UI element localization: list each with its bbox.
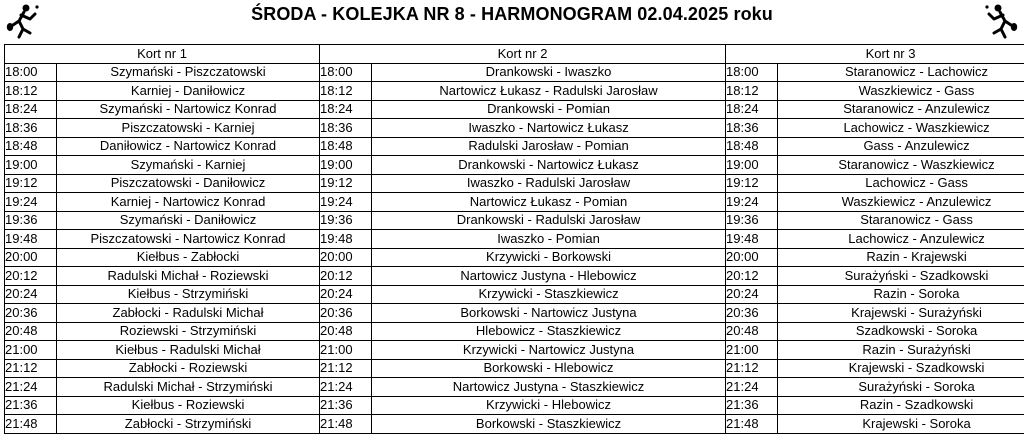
court-2-time: 18:36 — [320, 119, 372, 138]
court-3-time: 19:24 — [726, 193, 778, 212]
court-2-match: Nartowicz Łukasz - Pomian — [372, 193, 726, 212]
court-3-match: Lachowicz - Anzulewicz — [778, 230, 1024, 249]
table-row — [5, 100, 1024, 119]
court-1-time: 20:12 — [5, 267, 57, 286]
court-1-time: 21:12 — [5, 359, 57, 378]
court-3-time: 20:00 — [726, 248, 778, 267]
table-row — [5, 267, 1024, 286]
court-1-time: 19:36 — [5, 211, 57, 230]
court-3-header: Kort nr 3 — [726, 45, 1024, 64]
court-1-time: 19:48 — [5, 230, 57, 249]
table-row — [5, 119, 1024, 138]
court-2-time: 21:24 — [320, 378, 372, 397]
court-1-time: 21:00 — [5, 341, 57, 360]
court-1-time: 18:36 — [5, 119, 57, 138]
court-1-match: Szymański - Piszczatowski — [57, 63, 320, 82]
court-2-match: Krzywicki - Hlebowicz — [372, 396, 726, 415]
court-1-time: 20:24 — [5, 285, 57, 304]
table-row — [5, 341, 1024, 360]
court-3-time: 21:12 — [726, 359, 778, 378]
court-2-match: Drankowski - Pomian — [372, 100, 726, 119]
court-3-time: 18:36 — [726, 119, 778, 138]
court-1-match: Kiełbus - Radulski Michał — [57, 341, 320, 360]
court-1-match: Kiełbus - Strzymiński — [57, 285, 320, 304]
court-1-time: 19:00 — [5, 156, 57, 175]
court-3-match: Szadkowski - Soroka — [778, 322, 1024, 341]
court-1-time: 20:00 — [5, 248, 57, 267]
court-1-time: 21:48 — [5, 415, 57, 434]
court-2-match: Drankowski - Radulski Jarosław — [372, 211, 726, 230]
court-1-time: 21:36 — [5, 396, 57, 415]
court-2-time: 21:12 — [320, 359, 372, 378]
table-row — [5, 396, 1024, 415]
court-2-time: 18:48 — [320, 137, 372, 156]
court-1-match: Kiełbus - Zabłocki — [57, 248, 320, 267]
table-row — [5, 174, 1024, 193]
table-row — [5, 322, 1024, 341]
table-row — [5, 285, 1024, 304]
table-row — [5, 248, 1024, 267]
court-1-match: Szymański - Karniej — [57, 156, 320, 175]
court-2-match: Radulski Jarosław - Pomian — [372, 137, 726, 156]
schedule-table — [4, 44, 1024, 434]
court-2-match: Borkowski - Hlebowicz — [372, 359, 726, 378]
table-row — [5, 193, 1024, 212]
court-1-match: Zabłocki - Roziewski — [57, 359, 320, 378]
court-3-match: Staranowicz - Gass — [778, 211, 1024, 230]
table-row — [5, 415, 1024, 434]
court-2-header: Kort nr 2 — [320, 45, 726, 64]
court-2-time: 19:36 — [320, 211, 372, 230]
court-3-time: 19:00 — [726, 156, 778, 175]
court-2-time: 21:00 — [320, 341, 372, 360]
court-3-match: Lachowicz - Gass — [778, 174, 1024, 193]
court-2-match: Krzywicki - Staszkiewicz — [372, 285, 726, 304]
court-1-match: Piszczatowski - Karniej — [57, 119, 320, 138]
court-3-time: 18:00 — [726, 63, 778, 82]
table-row — [5, 137, 1024, 156]
court-1-header: Kort nr 1 — [5, 45, 320, 64]
court-2-time: 18:24 — [320, 100, 372, 119]
court-1-time: 19:24 — [5, 193, 57, 212]
court-2-time: 20:00 — [320, 248, 372, 267]
court-3-match: Krajewski - Szadkowski — [778, 359, 1024, 378]
court-1-match: Karniej - Daniłowicz — [57, 82, 320, 101]
court-3-match: Lachowicz - Waszkiewicz — [778, 119, 1024, 138]
court-2-time: 20:48 — [320, 322, 372, 341]
court-2-time: 19:48 — [320, 230, 372, 249]
table-row — [5, 63, 1024, 82]
court-1-match: Szymański - Nartowicz Konrad — [57, 100, 320, 119]
court-3-time: 20:12 — [726, 267, 778, 286]
court-2-match: Drankowski - Iwaszko — [372, 63, 726, 82]
court-1-time: 18:00 — [5, 63, 57, 82]
court-3-match: Surażyński - Szadkowski — [778, 267, 1024, 286]
court-3-match: Staranowicz - Lachowicz — [778, 63, 1024, 82]
court-1-match: Zabłocki - Strzymiński — [57, 415, 320, 434]
court-2-match: Nartowicz Łukasz - Radulski Jarosław — [372, 82, 726, 101]
court-3-match: Surażyński - Soroka — [778, 378, 1024, 397]
table-row — [5, 156, 1024, 175]
court-1-match: Piszczatowski - Daniłowicz — [57, 174, 320, 193]
court-1-match: Roziewski - Strzymiński — [57, 322, 320, 341]
court-2-time: 19:24 — [320, 193, 372, 212]
court-1-time: 21:24 — [5, 378, 57, 397]
court-2-match: Borkowski - Nartowicz Justyna — [372, 304, 726, 323]
court-1-time: 20:36 — [5, 304, 57, 323]
table-row — [5, 304, 1024, 323]
court-1-time: 18:24 — [5, 100, 57, 119]
court-3-time: 21:00 — [726, 341, 778, 360]
court-3-time: 21:48 — [726, 415, 778, 434]
court-2-time: 20:24 — [320, 285, 372, 304]
court-1-match: Kiełbus - Roziewski — [57, 396, 320, 415]
table-row — [5, 359, 1024, 378]
court-2-time: 19:00 — [320, 156, 372, 175]
court-2-time: 20:36 — [320, 304, 372, 323]
schedule-body — [5, 63, 1024, 433]
court-2-match: Iwaszko - Nartowicz Łukasz — [372, 119, 726, 138]
court-3-match: Razin - Szadkowski — [778, 396, 1024, 415]
court-3-match: Razin - Krajewski — [778, 248, 1024, 267]
court-1-match: Radulski Michał - Strzymiński — [57, 378, 320, 397]
court-3-time: 19:48 — [726, 230, 778, 249]
court-1-time: 20:48 — [5, 322, 57, 341]
court-3-match: Razin - Soroka — [778, 285, 1024, 304]
court-2-time: 21:36 — [320, 396, 372, 415]
page-title: ŚRODA - KOLEJKA NR 8 - HARMONOGRAM 02.04.2025 roku — [251, 4, 773, 24]
court-1-match: Daniłowicz - Nartowicz Konrad — [57, 137, 320, 156]
court-3-time: 18:24 — [726, 100, 778, 119]
table-row — [5, 378, 1024, 397]
court-2-time: 21:48 — [320, 415, 372, 434]
court-2-time: 20:12 — [320, 267, 372, 286]
court-3-time: 21:36 — [726, 396, 778, 415]
court-3-time: 18:48 — [726, 137, 778, 156]
court-3-time: 19:12 — [726, 174, 778, 193]
table-row — [5, 211, 1024, 230]
court-1-match: Radulski Michał - Roziewski — [57, 267, 320, 286]
court-1-match: Zabłocki - Radulski Michał — [57, 304, 320, 323]
table-row — [5, 82, 1024, 101]
table-row — [5, 230, 1024, 249]
court-3-match: Staranowicz - Anzulewicz — [778, 100, 1024, 119]
court-3-match: Gass - Anzulewicz — [778, 137, 1024, 156]
court-3-match: Razin - Surażyński — [778, 341, 1024, 360]
court-2-match: Hlebowicz - Staszkiewicz — [372, 322, 726, 341]
court-1-time: 19:12 — [5, 174, 57, 193]
court-3-match: Waszkiewicz - Gass — [778, 82, 1024, 101]
court-2-time: 18:12 — [320, 82, 372, 101]
court-3-time: 18:12 — [726, 82, 778, 101]
court-2-match: Krzywicki - Borkowski — [372, 248, 726, 267]
court-3-match: Waszkiewicz - Anzulewicz — [778, 193, 1024, 212]
court-1-match: Szymański - Daniłowicz — [57, 211, 320, 230]
court-1-time: 18:12 — [5, 82, 57, 101]
court-3-time: 21:24 — [726, 378, 778, 397]
court-3-match: Krajewski - Surażyński — [778, 304, 1024, 323]
court-3-match: Krajewski - Soroka — [778, 415, 1024, 434]
court-1-match: Karniej - Nartowicz Konrad — [57, 193, 320, 212]
court-3-time: 20:24 — [726, 285, 778, 304]
court-2-match: Drankowski - Nartowicz Łukasz — [372, 156, 726, 175]
court-2-time: 18:00 — [320, 63, 372, 82]
court-2-match: Nartowicz Justyna - Staszkiewicz — [372, 378, 726, 397]
court-2-match: Krzywicki - Nartowicz Justyna — [372, 341, 726, 360]
court-1-time: 18:48 — [5, 137, 57, 156]
court-2-match: Iwaszko - Pomian — [372, 230, 726, 249]
court-2-match: Nartowicz Justyna - Hlebowicz — [372, 267, 726, 286]
court-2-time: 19:12 — [320, 174, 372, 193]
court-header-row — [5, 45, 1024, 64]
table-tennis-player-icon — [982, 2, 1022, 40]
court-2-match: Borkowski - Staszkiewicz — [372, 415, 726, 434]
court-1-match: Piszczatowski - Nartowicz Konrad — [57, 230, 320, 249]
court-3-time: 20:48 — [726, 322, 778, 341]
court-2-match: Iwaszko - Radulski Jarosław — [372, 174, 726, 193]
court-3-time: 19:36 — [726, 211, 778, 230]
court-3-match: Staranowicz - Waszkiewicz — [778, 156, 1024, 175]
court-3-time: 20:36 — [726, 304, 778, 323]
